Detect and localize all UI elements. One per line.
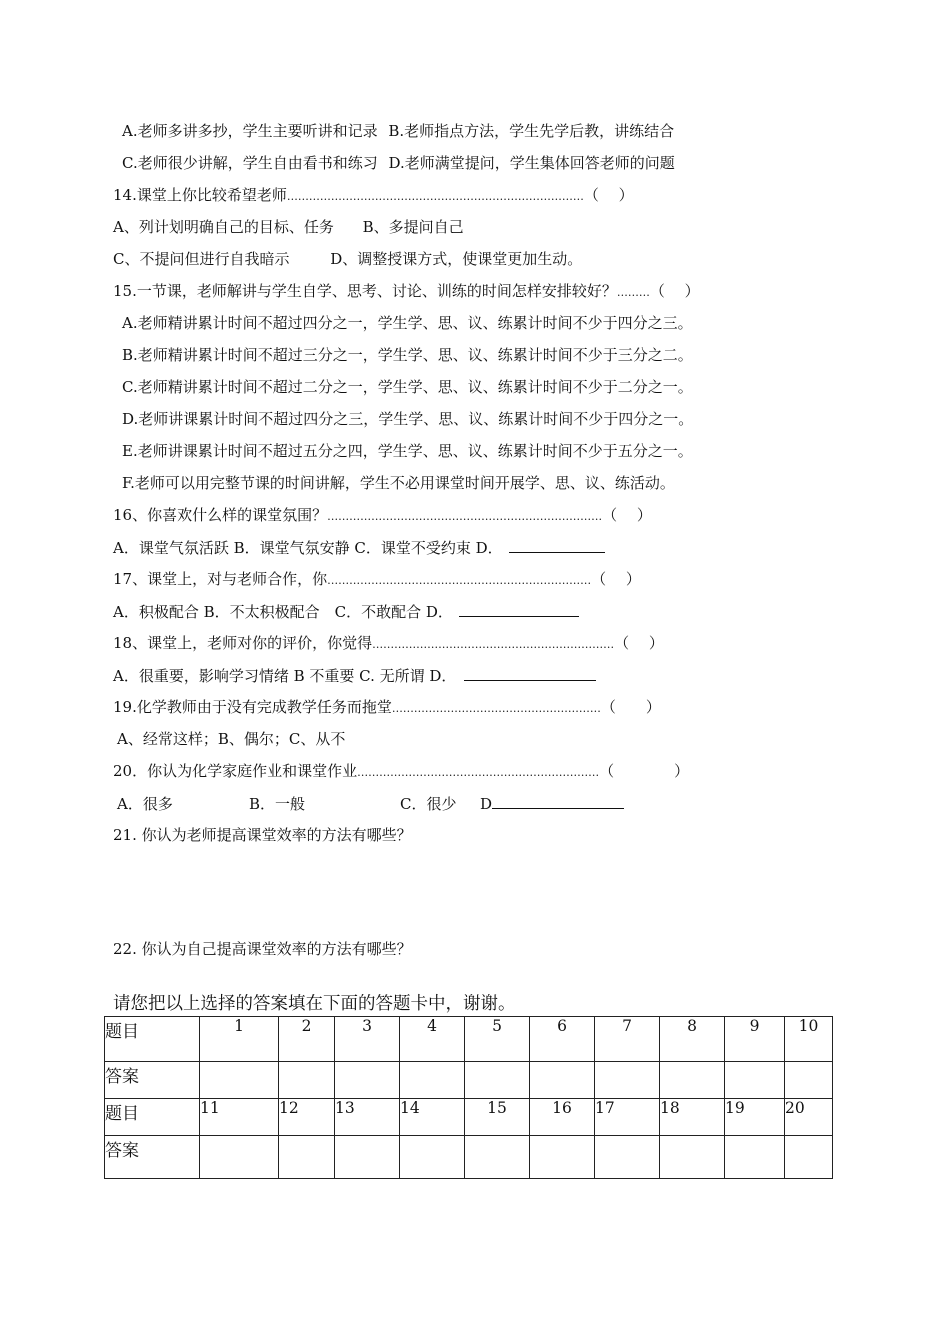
q20-fill-blank[interactable] [492, 793, 624, 809]
answer-cell[interactable] [530, 1136, 595, 1179]
q14-option-line-2 [113, 249, 582, 269]
question-number: 14 [400, 1099, 465, 1136]
q15-option-c: C.老师精讲累计时间不超过二分之一，学生学、思、议、练累计时间不少于二分之一。 [122, 378, 693, 396]
question-number: 20 [785, 1099, 833, 1136]
q20-stem: 20．你认为化学家庭作业和课堂作业 [113, 762, 358, 780]
q15-answer-paren: （ ） [649, 282, 700, 300]
q18-question [113, 633, 664, 653]
q16-question [113, 505, 652, 525]
q15-option-d: D.老师讲课累计时间不超过四分之三，学生学、思、议、练累计时间不少于四分之一。 [122, 410, 694, 428]
q13-option-a: A.老师多讲多抄，学生主要听讲和记录 [122, 122, 378, 140]
answer-card-row-answers-2 [105, 1136, 833, 1179]
answer-cell[interactable] [279, 1136, 335, 1179]
q16-answer-paren: （ ） [602, 506, 652, 524]
answer-cell[interactable] [335, 1062, 400, 1099]
q14-option-line-1 [113, 217, 464, 237]
q18-options-text: A．很重要，影响学习情绪 B 不重要 C. 无所谓 D． [113, 667, 457, 685]
answer-label: 答案 [105, 1062, 200, 1099]
answer-cell[interactable] [595, 1062, 660, 1099]
q15-option-f: F.老师可以用完整节课的时间讲解，学生不必用课堂时间开展学、思、议、练活动。 [122, 474, 675, 492]
question-number: 12 [279, 1099, 335, 1136]
question-label: 题目 [105, 1099, 200, 1136]
answer-cell[interactable] [335, 1136, 400, 1179]
q15-option-a: A.老师精讲累计时间不超过四分之一，学生学、思、议、练累计时间不少于四分之三。 [122, 314, 693, 332]
answer-cell[interactable] [785, 1136, 833, 1179]
q15-stem: 15.一节课，老师解讲与学生自学、思考、讨论、训练的时间怎样安排较好？ [113, 282, 617, 300]
q22-question: 22. 你认为自己提高课堂效率的方法有哪些？ [113, 940, 412, 958]
question-number: 7 [595, 1017, 660, 1062]
q20-answer-paren: （ ） [599, 762, 690, 780]
q17-fill-blank[interactable] [459, 601, 579, 617]
q14-stem: 14.课堂上你比较希望老师 [113, 186, 287, 204]
q13-option-line-2 [122, 153, 675, 173]
answer-card-row-answers-1 [105, 1062, 833, 1099]
q13-option-line-1 [122, 121, 674, 141]
answer-cell[interactable] [725, 1062, 785, 1099]
answer-card-row-questions-2 [105, 1099, 833, 1136]
q18-options [113, 665, 596, 685]
q13-option-d: D.老师满堂提问，学生集体回答老师的问题 [388, 154, 675, 172]
answer-cell[interactable] [465, 1136, 530, 1179]
question-number: 3 [335, 1017, 400, 1062]
answer-cell[interactable] [279, 1062, 335, 1099]
question-number: 19 [725, 1099, 785, 1136]
q14-question [113, 185, 634, 205]
answer-cell[interactable] [200, 1136, 279, 1179]
q20-option-d: D [480, 795, 493, 813]
q17-options-text: A．积极配合 B．不太积极配合 C．不敢配合 D． [113, 603, 453, 621]
q15-dots: ……… [616, 286, 650, 299]
q14-option-d: D、调整授课方式，使课堂更加生动。 [330, 250, 583, 268]
answer-cell[interactable] [660, 1136, 725, 1179]
q15-option-b: B.老师精讲累计时间不超过三分之一，学生学、思、议、练累计时间不少于三分之二。 [122, 346, 693, 364]
q18-stem: 18、课堂上，老师对你的评价，你觉得 [113, 634, 373, 652]
answer-cell[interactable] [200, 1062, 279, 1099]
q17-options [113, 601, 579, 621]
answer-cell[interactable] [725, 1136, 785, 1179]
q17-question [113, 569, 641, 589]
q16-dots: ………………………………………………………………… [327, 510, 603, 523]
q14-option-c: C、不提问但进行自我暗示 [113, 250, 290, 268]
question-number: 16 [530, 1099, 595, 1136]
q17-answer-paren: （ ） [591, 570, 641, 588]
q13-option-c: C.老师很少讲解，学生自由看书和练习 [122, 154, 378, 172]
q19-options: A、经常这样；B、偶尔；C、从不 [117, 730, 346, 748]
q18-dots: ………………………………………………………… [372, 638, 615, 651]
question-number: 4 [400, 1017, 465, 1062]
q17-dots: ……………………………………………………………… [327, 574, 592, 587]
answer-cell[interactable] [530, 1062, 595, 1099]
q19-dots: ………………………………………………… [391, 702, 601, 715]
q17-stem: 17、课堂上，对与老师合作，你 [113, 570, 328, 588]
answer-cell[interactable] [595, 1136, 660, 1179]
q20-option-a: A．很多 [117, 795, 173, 813]
question-number: 18 [660, 1099, 725, 1136]
question-number: 6 [530, 1017, 595, 1062]
question-number: 2 [279, 1017, 335, 1062]
q14-answer-paren: （ ） [583, 186, 634, 204]
question-number: 5 [465, 1017, 530, 1062]
answer-cell[interactable] [660, 1062, 725, 1099]
answer-cell[interactable] [465, 1062, 530, 1099]
question-number: 11 [200, 1099, 279, 1136]
q16-stem: 16、你喜欢什么样的课堂氛围？ [113, 506, 328, 524]
answer-cell[interactable] [785, 1062, 833, 1099]
q19-stem: 19.化学教师由于没有完成教学任务而拖堂 [113, 698, 392, 716]
q15-question [113, 281, 700, 301]
q20-dots: ………………………………………………………… [357, 766, 600, 779]
answer-card-instruction: 请您把以上选择的答案填在下面的答题卡中，谢谢。 [113, 994, 516, 1014]
question-number: 10 [785, 1017, 833, 1062]
question-number: 8 [660, 1017, 725, 1062]
q14-dots: ……………………………………………………………………… [286, 190, 584, 203]
q19-answer-paren: （ ） [600, 698, 661, 716]
q20-question [113, 761, 689, 781]
q15-option-e: E.老师讲课累计时间不超过五分之四，学生学、思、议、练累计时间不少于五分之一。 [122, 442, 693, 460]
answer-label: 答案 [105, 1136, 200, 1179]
q14-option-b: B、多提问自己 [362, 218, 464, 236]
question-label: 题目 [105, 1017, 200, 1062]
question-number: 1 [200, 1017, 279, 1062]
q21-question: 21. 你认为老师提高课堂效率的方法有哪些？ [113, 826, 412, 844]
q13-option-b: B.老师指点方法，学生先学后教，讲练结合 [388, 122, 675, 140]
q20-options [117, 793, 624, 813]
question-number: 17 [595, 1099, 660, 1136]
q20-option-b: B．一般 [249, 795, 306, 813]
q16-fill-blank[interactable] [509, 537, 605, 553]
answer-card-row-questions-1 [105, 1017, 833, 1062]
question-number: 15 [465, 1099, 530, 1136]
q16-options [113, 537, 605, 557]
answer-cell[interactable] [400, 1062, 465, 1099]
q20-option-c: C．很少 [400, 795, 457, 813]
answer-card-table [104, 1016, 833, 1179]
q16-options-text: A．课堂气氛活跃 B．课堂气氛安静 C．课堂不受约束 D． [113, 539, 503, 557]
question-number: 13 [335, 1099, 400, 1136]
q18-answer-paren: （ ） [614, 634, 664, 652]
q19-question [113, 697, 661, 717]
answer-cell[interactable] [400, 1136, 465, 1179]
q18-fill-blank[interactable] [464, 665, 596, 681]
q14-option-a: A、列计划明确自己的目标、任务 [113, 218, 334, 236]
question-number: 9 [725, 1017, 785, 1062]
